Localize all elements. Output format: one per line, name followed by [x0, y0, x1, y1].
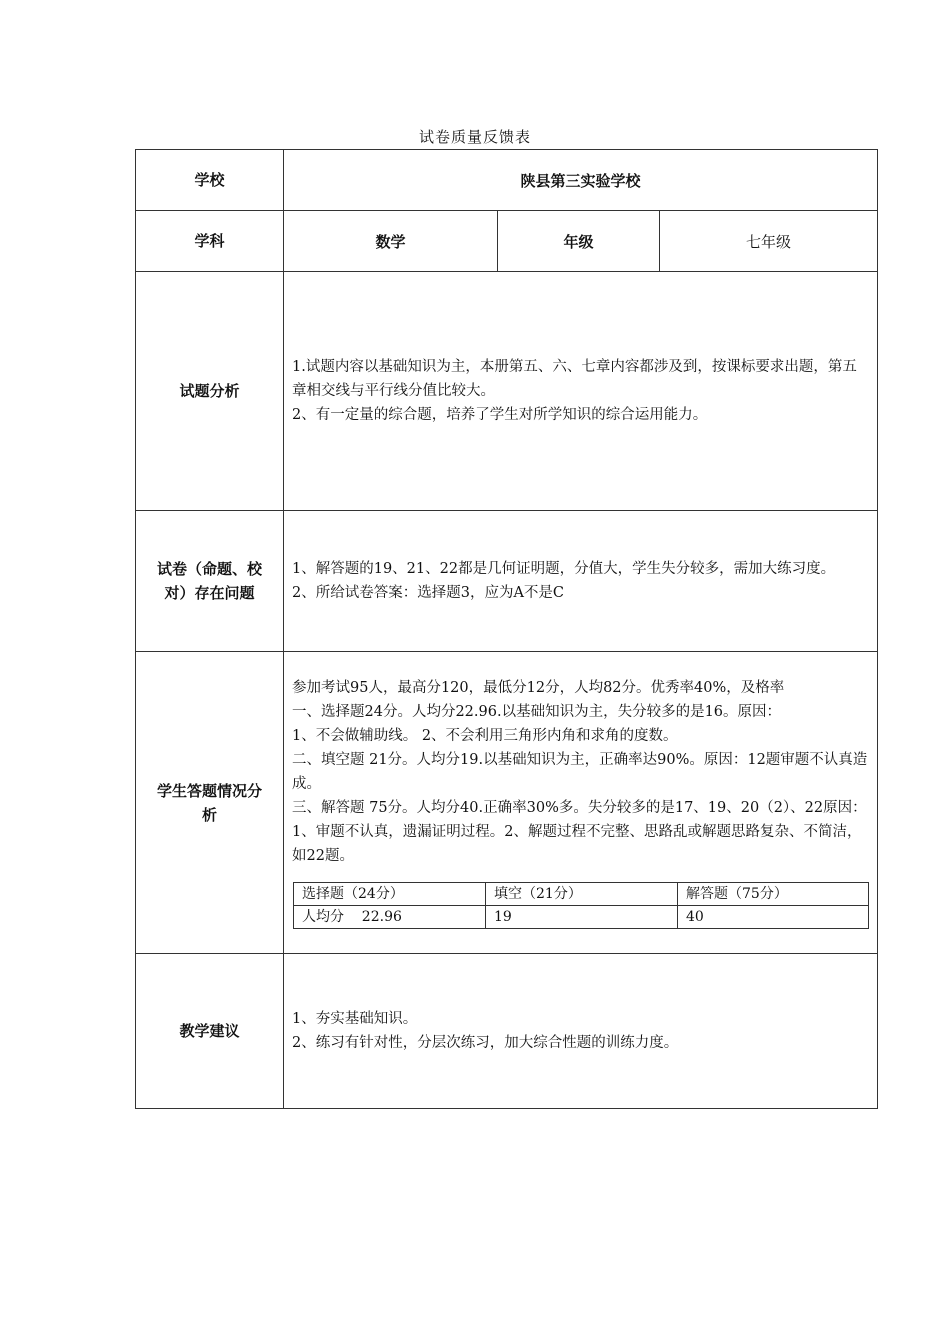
student-line: 一、选择题24分。人均分22.96.以基础知识为主，失分较多的是16。原因： — [292, 704, 782, 720]
row-student — [136, 652, 878, 954]
suggestion-content — [284, 954, 878, 1109]
row-analysis — [136, 272, 878, 511]
analysis-content — [284, 272, 878, 511]
score-value-row — [294, 906, 869, 929]
school-value: 陕县第三实验学校 — [284, 150, 878, 211]
grade-label: 年级 — [498, 211, 660, 272]
problems-content — [284, 511, 878, 652]
page-title: 试卷质量反馈表 — [418, 128, 531, 146]
score-header-cell: 解答题（75分） — [678, 883, 869, 906]
student-line: 参加考试95人，最高分120，最低分12分，人均82分。优秀率40%，及格率 — [292, 680, 785, 696]
feedback-table — [135, 149, 878, 1109]
subject-label: 学科 — [136, 211, 284, 272]
score-value-cell: 19 — [486, 906, 678, 929]
suggestion-label: 教学建议 — [136, 954, 284, 1109]
score-value-cell: 人均分 22.96 — [294, 906, 486, 929]
row-suggestion — [136, 954, 878, 1109]
analysis-line: 1.试题内容以基础知识为主，本册第五、六、七章内容都涉及到，按课标要求出题，第五章相交线与平行线分值比较大。 — [292, 359, 857, 399]
score-table — [293, 882, 869, 929]
student-content — [284, 652, 878, 954]
problems-label — [136, 511, 284, 652]
analysis-label: 试题分析 — [136, 272, 284, 511]
score-value-cell: 40 — [678, 906, 869, 929]
score-header-row — [294, 883, 869, 906]
grade-value: 七年级 — [660, 211, 878, 272]
student-line: 二、填空题 21分。人均分19.以基础知识为主，正确率达90%。原因：12题审题不认真造成。 — [292, 752, 868, 792]
problems-line: 2、所给试卷答案：选择题3，应为A不是C — [292, 585, 565, 601]
problems-line: 1、解答题的19、21、22都是几何证明题，分值大，学生失分较多，需加大练习度。 — [292, 561, 836, 577]
score-header-cell: 选择题（24分） — [294, 883, 486, 906]
score-header-cell: 填空（21分） — [486, 883, 678, 906]
analysis-line: 2、有一定量的综合题，培养了学生对所学知识的综合运用能力。 — [292, 407, 708, 423]
student-label-line: 析 — [201, 805, 217, 824]
student-label-line: 学生答题情况分 — [156, 781, 262, 800]
problems-label-line: 对）存在问题 — [164, 584, 255, 602]
subject-value: 数学 — [284, 211, 498, 272]
row-subject — [136, 211, 878, 272]
suggestion-line: 2、练习有针对性，分层次练习，加大综合性题的训练力度。 — [292, 1035, 679, 1051]
row-school — [136, 150, 878, 211]
problems-label-line: 试卷（命题、校 — [156, 560, 262, 578]
student-line: 三、解答题 75分。人均分40.正确率30%多。失分较多的是17、19、20（2）、22原因：1、审题不认真，遗漏证明过程。2、解题过程不完整、思路乱或解题思路复杂、不简洁，如22题。 — [292, 800, 867, 864]
student-label — [136, 652, 284, 954]
suggestion-line: 1、夯实基础知识。 — [292, 1011, 418, 1027]
school-label: 学校 — [136, 150, 284, 211]
student-line: 1、不会做辅助线。 2、不会利用三角形内角和求角的度数。 — [292, 728, 678, 744]
row-problems — [136, 511, 878, 652]
